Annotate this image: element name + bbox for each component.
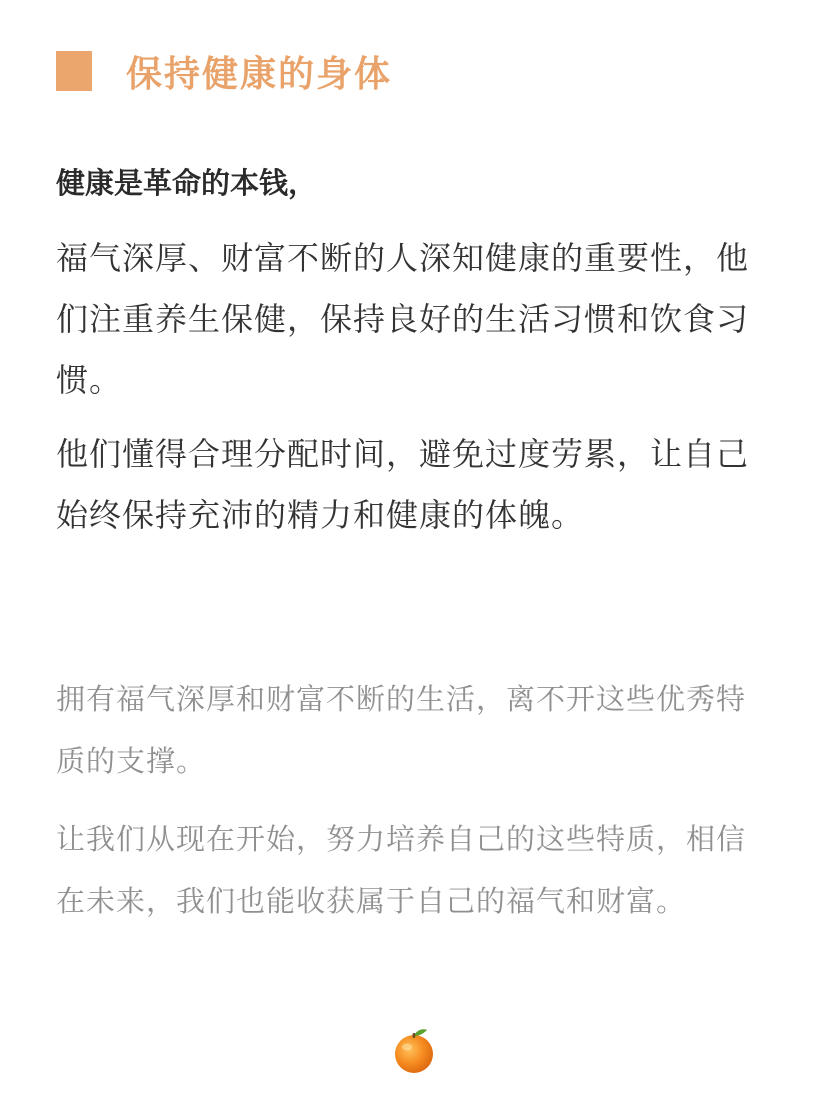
closing-paragraph: 让我们从现在开始，努力培养自己的这些特质，相信在未来，我们也能收获属于自己的福气和财富。: [56, 822, 747, 918]
closing-paragraph: 拥有福气深厚和财富不断的生活，离不开这些优秀特质的支撑。: [56, 682, 747, 778]
body-paragraph: 他们懂得合理分配时间，避免过度劳累，让自己始终保持充沛的精力和健康的体魄。: [56, 435, 750, 534]
lead-sentence: 健康是革命的本钱，: [56, 166, 318, 200]
body-paragraph: 福气深厚、财富不断的人深知健康的重要性，他们注重养生保健，保持良好的生活习惯和饮食习惯。: [56, 239, 750, 399]
heading-accent-bar: [56, 51, 92, 91]
tangerine-emoji-icon: [392, 1026, 436, 1074]
section-title: 保持健康的身体: [126, 53, 393, 95]
section-heading: [56, 48, 392, 94]
